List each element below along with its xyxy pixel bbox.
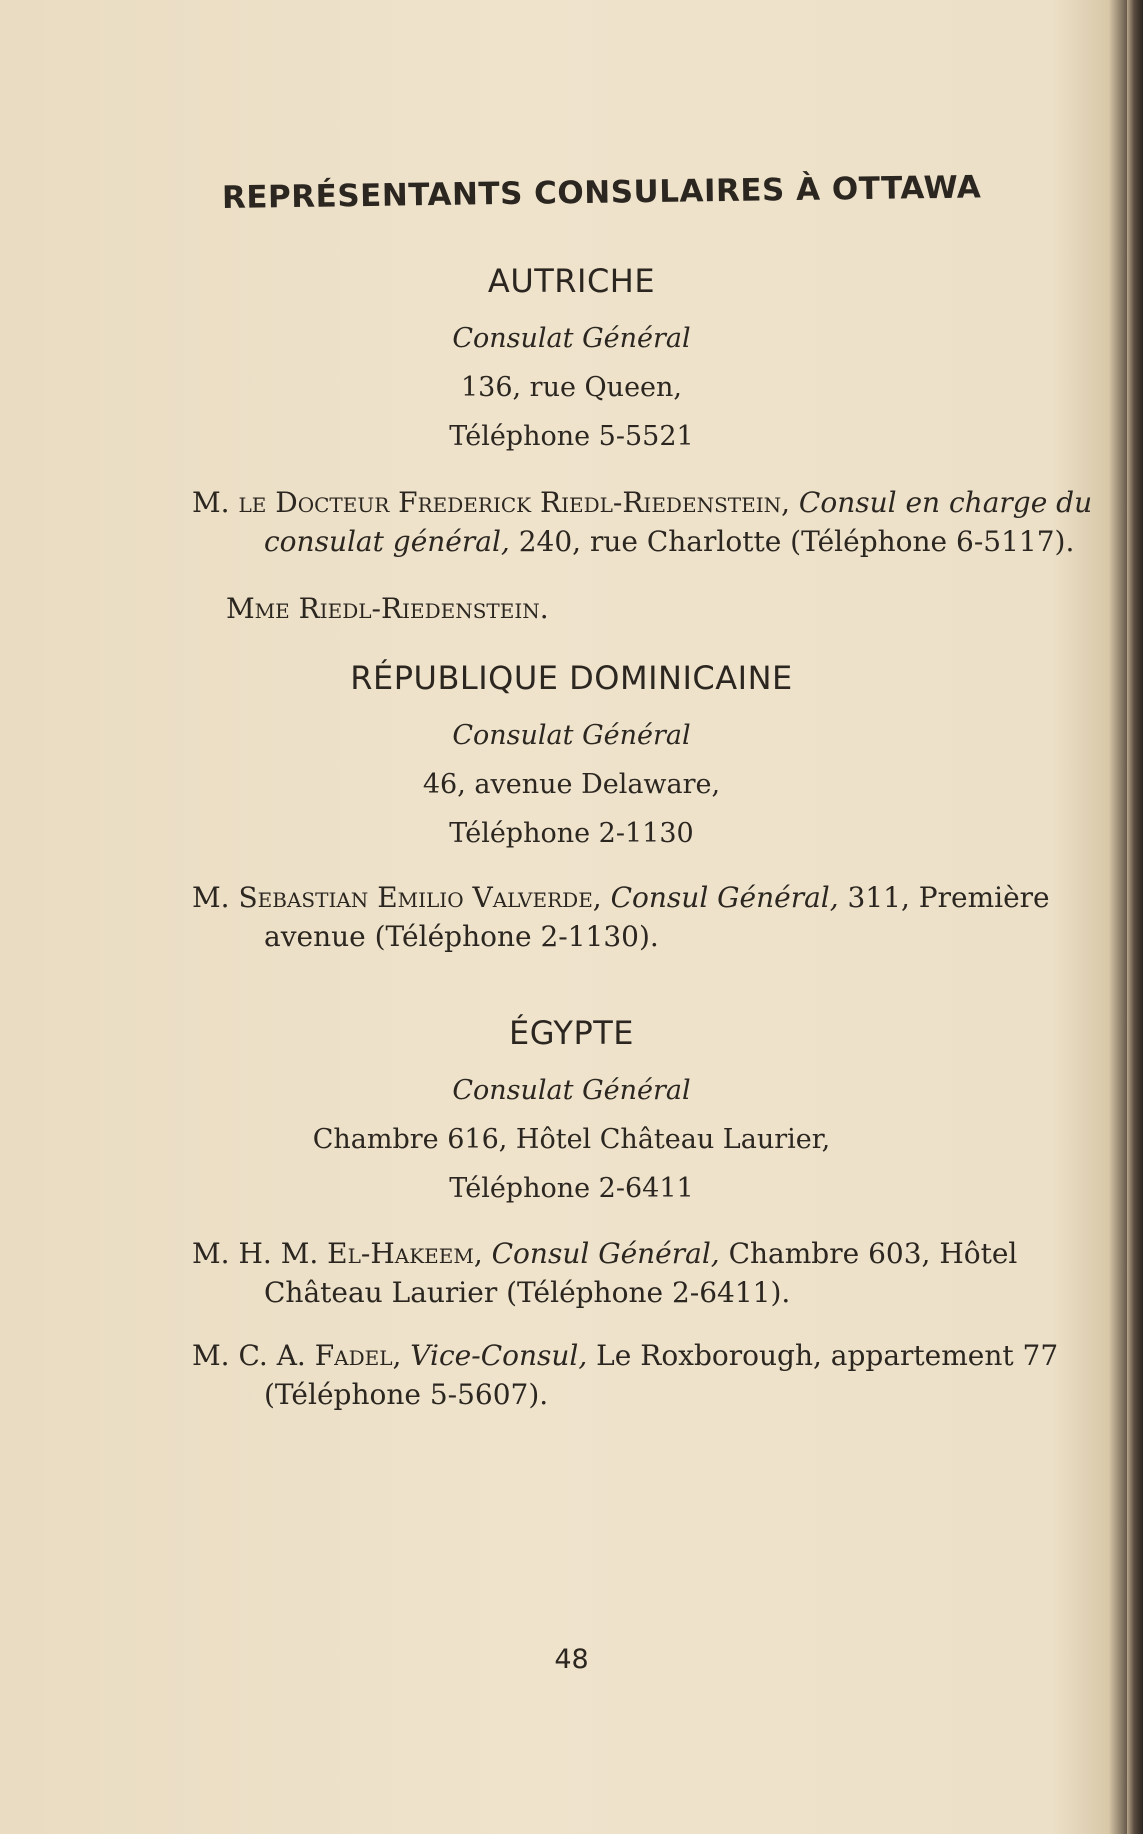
entry-name: Fadel,	[314, 1339, 402, 1372]
entry-role: Vice-Consul,	[401, 1339, 588, 1372]
office-phone: Téléphone 2-6411	[449, 1173, 694, 1204]
consul-entry	[192, 878, 1143, 956]
entry-address: 240, rue Charlotte (Téléphone 6-5117).	[509, 525, 1075, 558]
entry-address: Le Roxborough, appartement 77 (Téléphone 5-5607).	[264, 1339, 1059, 1411]
office-type: Consulat Général	[452, 323, 691, 354]
entry-prefix: M.	[192, 486, 239, 519]
entry-role: Consul Général,	[482, 1237, 720, 1270]
entry-prefix: M. C. A.	[192, 1339, 315, 1372]
office-phone: Téléphone 5-5521	[449, 421, 694, 452]
entry-name: le Docteur Frederick Riedl-Riedenstein,	[238, 486, 791, 519]
section-republique-dominicaine	[0, 659, 1143, 858]
country-heading: ÉGYPTE	[508, 1014, 635, 1052]
office-address: 136, rue Queen,	[460, 372, 682, 403]
entry-address: Chambre 603, Hôtel Château Laurier (Téléphone 2-6411).	[264, 1237, 1018, 1309]
section-autriche	[0, 262, 1143, 461]
office-type: Consulat Général	[452, 1075, 691, 1106]
office-type: Consulat Général	[452, 720, 691, 751]
entry-name: El-Hakeem,	[327, 1237, 483, 1270]
consul-entry	[192, 1234, 1143, 1312]
spouse-entry	[226, 592, 549, 625]
page-title: REPRÉSENTANTS CONSULAIRES À OTTAWA	[221, 169, 982, 216]
office-address: 46, avenue Delaware,	[422, 769, 721, 800]
entry-role: Consul en charge du consulat général,	[264, 486, 1093, 558]
page-number: 48	[554, 1644, 589, 1675]
entry-role: Consul Général,	[601, 881, 839, 914]
office-address: Chambre 616, Hôtel Château Laurier,	[312, 1124, 831, 1155]
section-egypte	[0, 1014, 1143, 1213]
consul-entry	[192, 1336, 1143, 1414]
country-heading: AUTRICHE	[487, 262, 656, 300]
country-heading: RÉPUBLIQUE DOMINICAINE	[350, 659, 793, 697]
consul-entry	[192, 483, 1143, 561]
office-phone: Téléphone 2-1130	[449, 818, 694, 849]
entry-prefix: M. H. M.	[192, 1237, 328, 1270]
spouse-name: Mme Riedl-Riedenstein.	[226, 592, 549, 625]
entry-name: Sebastian Emilio Valverde,	[238, 881, 602, 914]
entry-prefix: M.	[192, 881, 239, 914]
entry-address: 311, Première avenue (Téléphone 2-1130).	[264, 881, 1050, 953]
